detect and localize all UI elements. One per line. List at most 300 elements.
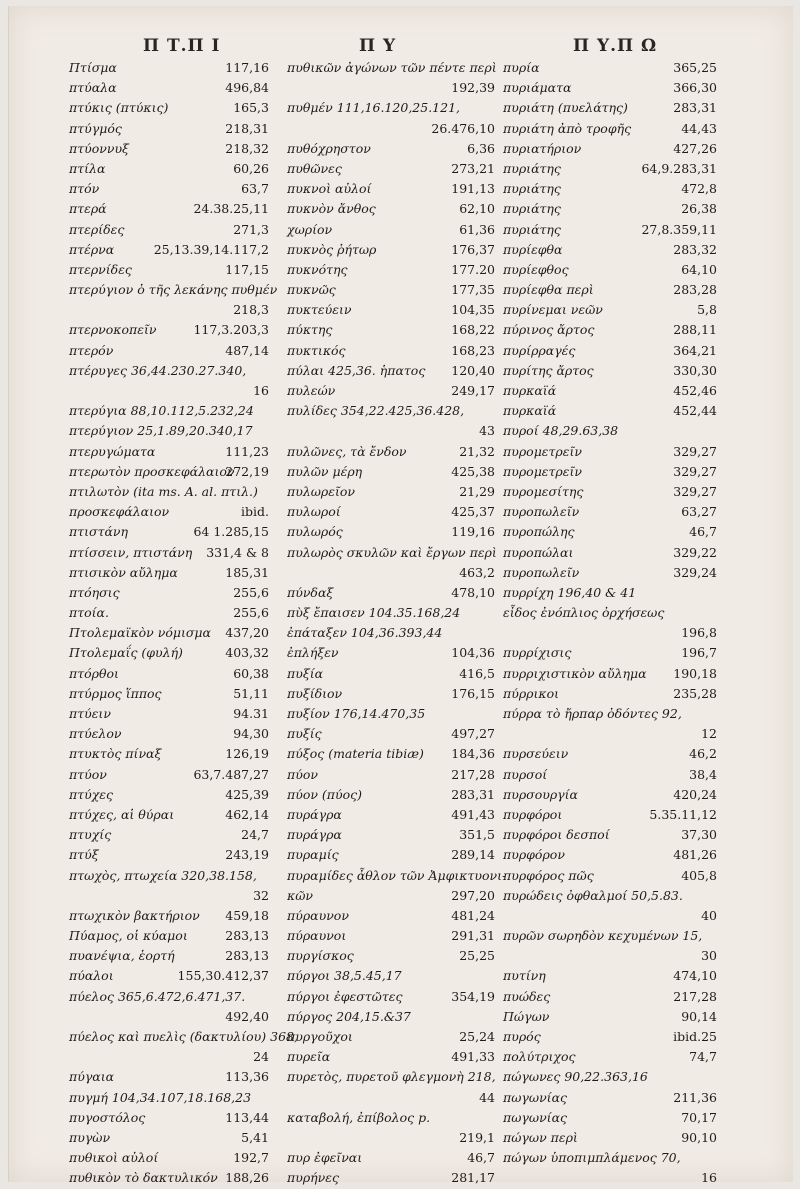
index-reference: 168,22 [451, 322, 495, 338]
index-entry [287, 139, 495, 159]
index-reference: 60,38 [233, 665, 269, 681]
index-term: πυλωροί [287, 504, 341, 520]
index-reference: 351,5 [459, 827, 495, 843]
index-entry [503, 603, 717, 623]
index-entry [287, 603, 495, 623]
index-entry [287, 199, 495, 219]
index-term: πυρομεσίτης [503, 483, 584, 499]
index-term: πυρίεφθα περὶ [503, 282, 594, 298]
index-term: πτύκις (πτύκις) [69, 100, 169, 116]
index-reference: 281,17 [451, 1170, 495, 1186]
index-term: πτέρνα [69, 241, 115, 257]
index-term: πτίσσειν, πτιστάνη [69, 544, 193, 560]
index-reference: 120,40 [451, 362, 495, 378]
index-reference: 255,6 [233, 584, 269, 600]
index-entry [503, 1067, 717, 1087]
index-term: πτισικὸν αὔλημα [69, 564, 178, 580]
index-term: ἐπλήξεν [287, 645, 339, 661]
index-term: πτερά [69, 201, 107, 217]
index-reference: 329,22 [673, 544, 717, 560]
index-reference: 43 [479, 423, 495, 439]
index-entry [503, 946, 717, 966]
index-entry [503, 78, 717, 98]
index-term: πυώδες [503, 988, 551, 1004]
index-term: πυρσεύειν [503, 746, 569, 762]
index-entry [69, 946, 269, 966]
index-reference: 64,10 [681, 261, 717, 277]
index-reference: 196,7 [681, 645, 717, 661]
index-term: πυθῶνες [287, 160, 342, 176]
index-reference: 329,27 [673, 463, 717, 479]
index-entry [287, 1108, 495, 1128]
index-term: πυραμίδες ἆθλον τῶν Ἀμφικτυονι- [287, 867, 507, 883]
index-reference: 70,17 [681, 1109, 717, 1125]
index-entry [69, 603, 269, 623]
index-reference: 40 [701, 907, 717, 923]
index-entry [503, 320, 717, 340]
index-entry [287, 926, 495, 946]
index-term: πώγωνες 90,22.363,16 [503, 1069, 648, 1085]
index-term: πυρφόροι [503, 806, 563, 822]
index-reference: 437,20 [225, 625, 269, 641]
index-reference: 283,31 [673, 100, 717, 116]
index-reference: 74,7 [689, 1049, 717, 1065]
index-reference: 177,35 [451, 282, 495, 298]
index-term: πύελος καὶ πυελὶς (δακτυλίου) 368, [69, 1029, 298, 1044]
index-entry [287, 724, 495, 744]
index-entry [287, 1027, 495, 1047]
index-reference: 478,10 [451, 584, 495, 600]
index-entry [503, 119, 717, 139]
index-entry [69, 724, 269, 744]
index-entry [287, 563, 495, 583]
index-entry [503, 442, 717, 462]
index-term: πτωχικὸν βακτήριον [69, 907, 200, 923]
index-term: πτυχίς [69, 827, 112, 843]
index-term: πυθικῶν ἀγώνων τῶν πέντε περὶ [287, 60, 497, 75]
index-entry [287, 98, 495, 118]
index-reference: 5,8 [697, 302, 717, 318]
index-entry [503, 805, 717, 825]
index-entry [503, 361, 717, 381]
index-term: πτοία. [69, 605, 109, 621]
index-reference: 24,7 [241, 827, 269, 843]
index-term: πτόν [69, 181, 100, 197]
index-term: πύρρικοι [503, 685, 560, 701]
index-reference: 37,30 [681, 827, 717, 843]
index-reference: 44,43 [681, 120, 717, 136]
index-term: πυρρίχη 196,40 & 41 [503, 584, 637, 600]
index-reference: 272,19 [225, 463, 269, 479]
index-term: πυθμέν 111,16.120,25.121, [287, 100, 460, 116]
index-entry [503, 724, 717, 744]
index-reference: 5,41 [241, 1129, 269, 1145]
index-term: πτύγμός [69, 120, 122, 136]
index-entry [69, 643, 269, 663]
index-term: πυράγρα [287, 827, 342, 843]
index-reference: 25,25 [459, 948, 495, 964]
index-term: πτύξ [69, 847, 99, 863]
index-reference: 25,13.39,14.117,2 [153, 241, 269, 257]
index-term: πυρεῖα [287, 1049, 331, 1065]
index-reference: 60,26 [233, 160, 269, 176]
index-term: πυρ ἐφεῖναι [287, 1150, 363, 1166]
index-reference: 46,7 [689, 524, 717, 540]
index-entry [287, 906, 495, 926]
index-term: πυξίς [287, 726, 322, 742]
index-entry [69, 744, 269, 764]
index-reference: 249,17 [451, 383, 495, 398]
index-entry [287, 1148, 495, 1168]
index-reference: 188,26 [225, 1170, 269, 1186]
index-column-1 [69, 58, 298, 1189]
index-entry [69, 341, 269, 361]
index-reference: 354,19 [451, 988, 495, 1004]
index-reference: 176,15 [451, 685, 495, 701]
index-entry [287, 744, 495, 764]
index-term: πυλωρεῖον [287, 483, 356, 499]
index-entry [503, 179, 717, 199]
index-reference: 111,23 [225, 443, 269, 459]
index-entry [287, 361, 495, 381]
index-term: πυανέψια, ἑορτή [69, 948, 175, 964]
index-reference: 63,27 [681, 504, 717, 520]
index-entry [69, 785, 269, 805]
index-entry [69, 320, 269, 340]
index-reference: 192,7 [233, 1150, 269, 1166]
index-entry [69, 704, 269, 724]
index-reference: 364,21 [673, 342, 717, 358]
index-reference: 27,8.359,11 [641, 221, 717, 237]
index-entry [287, 462, 495, 482]
index-term: πτύελον [69, 726, 122, 742]
index-term: πτερίδες [69, 221, 125, 237]
index-entry [69, 401, 269, 421]
index-entry [287, 300, 495, 320]
index-term: πυρώδεις ὀφθαλμοί 50,5.83. [503, 887, 683, 903]
index-entry [503, 1108, 717, 1128]
index-reference: 366,30 [673, 80, 717, 96]
index-entry [287, 119, 495, 139]
index-term: πυριάτης [503, 181, 561, 197]
index-term: πυρφόρος πῶς [503, 867, 594, 883]
index-term: πυρκαϊά [503, 383, 557, 398]
index-term: πυτίνη [503, 968, 546, 984]
index-term: Πτίσμα [69, 60, 117, 75]
index-term: πύραυνοι [287, 928, 347, 944]
index-term: πυρός [503, 1029, 541, 1044]
index-reference: 283,32 [673, 241, 717, 257]
index-entry [69, 805, 269, 825]
index-term: πτερνίδες [69, 261, 132, 277]
index-reference: 481,24 [451, 907, 495, 923]
index-reference: 218,3 [233, 302, 269, 318]
index-entry [69, 926, 269, 946]
index-term: πυγοστόλος [69, 1109, 146, 1125]
index-reference: 104,36 [451, 645, 495, 661]
index-term: πυρομετρεῖν [503, 443, 582, 459]
index-entry [503, 240, 717, 260]
running-header-left: Π Τ.Π Ι [143, 36, 221, 56]
index-column-3 [503, 58, 717, 1189]
index-reference: 12 [701, 726, 717, 742]
index-entry [69, 58, 269, 78]
index-term: πύκτης [287, 322, 333, 338]
index-term: πυργίσκος [287, 948, 354, 964]
index-entry [69, 886, 269, 906]
index-entry [69, 78, 269, 98]
index-reference: 425,39 [225, 786, 269, 802]
index-term: πώγων περὶ [503, 1129, 578, 1145]
index-entry [69, 220, 269, 240]
index-reference: 168,23 [451, 342, 495, 358]
index-entry [503, 765, 717, 785]
index-reference: 405,8 [681, 867, 717, 883]
index-entry [287, 886, 495, 906]
index-term: πύγαια [69, 1069, 115, 1085]
index-term: ἐπάταξεν 104,36.393,44 [287, 625, 443, 641]
index-term: πύραυνον [287, 907, 349, 923]
index-entry [69, 240, 269, 260]
index-entry [503, 159, 717, 179]
index-reference: 462,14 [225, 806, 269, 822]
index-reference: 104,35 [451, 302, 495, 318]
index-reference: 329,27 [673, 443, 717, 459]
index-term: πτύοννυξ [69, 140, 129, 156]
index-term: πυρετὸς, πυρετοῦ φλεγμονὴ 218, [287, 1069, 496, 1085]
index-term: πτέρυγες 36,44.230.27.340, [69, 362, 247, 378]
index-entry [69, 1088, 269, 1108]
index-reference: 90,14 [681, 1008, 717, 1024]
index-entry [287, 664, 495, 684]
index-term: πυριατήριον [503, 140, 582, 156]
index-reference: 26,38 [681, 201, 717, 217]
index-entry [503, 1047, 717, 1067]
index-term: πτωχὸς, πτωχεία 320,38.158, [69, 867, 257, 883]
index-reference: 283,28 [673, 282, 717, 298]
index-entry [503, 825, 717, 845]
index-reference: 283,13 [225, 948, 269, 964]
index-entry [69, 1128, 269, 1148]
index-entry [69, 1168, 269, 1188]
index-term: πυρία [503, 60, 540, 75]
index-term: πυθόχρηστον [287, 140, 371, 156]
index-reference: 219,1 [459, 1129, 495, 1145]
index-term: πυλίδες 354,22.425,36.428, [287, 403, 465, 419]
index-reference: 119,16 [451, 524, 495, 540]
index-term: πτερύγια 88,10.112,5.232,24 [69, 403, 254, 419]
index-entry [287, 240, 495, 260]
index-reference: 113,36 [225, 1069, 269, 1085]
index-reference: 491,33 [451, 1049, 495, 1065]
index-entry [503, 300, 717, 320]
index-term: πτόησις [69, 584, 120, 600]
index-term: πυριάτη ἀπὸ τροφῆς [503, 120, 632, 136]
index-term: πυρφόροι δεσποί [503, 827, 610, 843]
index-term: πυριάτης [503, 201, 561, 217]
index-entry [503, 220, 717, 240]
running-header-right: Π Υ.Π Ω [573, 36, 658, 56]
index-term: πτερόν [69, 342, 114, 358]
index-term: πυρίνεμαι νεῶν [503, 302, 603, 318]
index-entry [287, 381, 495, 401]
index-entry [287, 280, 495, 300]
index-reference: 190,18 [673, 665, 717, 681]
index-term: πτύχες, αἱ θύραι [69, 806, 175, 822]
index-term: πυρκαϊά [503, 403, 557, 419]
index-reference: 26.476,10 [431, 120, 495, 136]
index-entry [69, 159, 269, 179]
index-reference: 427,26 [673, 140, 717, 156]
index-reference: 44 [479, 1089, 495, 1105]
index-entry [69, 1148, 269, 1168]
index-entry [503, 987, 717, 1007]
index-term: κῶν [287, 887, 313, 903]
index-entry [69, 361, 269, 381]
index-term: πυρίρραγές [503, 342, 576, 358]
index-reference: 46,2 [689, 746, 717, 762]
index-entry [69, 583, 269, 603]
index-entry [287, 220, 495, 240]
index-term: προσκεφάλαιον [69, 504, 170, 520]
index-entry [69, 866, 269, 886]
index-term: πυρφόρον [503, 847, 565, 863]
index-reference: 16 [253, 383, 269, 398]
index-term: πτίλα [69, 160, 106, 176]
index-term: πυκνὸν ἄνθος [287, 201, 376, 217]
index-entry [503, 926, 717, 946]
index-term: πτύαλα [69, 80, 117, 96]
index-term: πωγωνίας [503, 1109, 568, 1125]
index-entry [503, 522, 717, 542]
index-reference: 255,6 [233, 605, 269, 621]
index-entry [287, 987, 495, 1007]
index-entry [69, 522, 269, 542]
index-entry [503, 139, 717, 159]
index-entry [287, 845, 495, 865]
index-entry [287, 1088, 495, 1108]
index-reference: 165,3 [233, 100, 269, 116]
index-entry [287, 1067, 495, 1087]
index-entry [69, 966, 269, 986]
index-term: χωρίον [287, 221, 333, 237]
index-term: εἶδος ἐνόπλιος ὀρχήσεως [503, 605, 665, 621]
index-reference: 420,24 [673, 786, 717, 802]
index-entry [287, 643, 495, 663]
index-entry [287, 320, 495, 340]
index-term: πτερύγιον 25,1.89,20.340,17 [69, 423, 253, 439]
index-entry [287, 543, 495, 563]
index-term: πυράγρα [287, 806, 342, 822]
index-entry [69, 765, 269, 785]
index-entry [503, 58, 717, 78]
index-entry [503, 866, 717, 886]
index-reference: 184,36 [451, 746, 495, 762]
index-reference: 155,30.412,37 [177, 968, 269, 984]
index-column-2 [287, 58, 507, 1189]
index-reference: 62,10 [459, 201, 495, 217]
index-entry [503, 1128, 717, 1148]
index-reference: 330,30 [673, 362, 717, 378]
index-reference: 64,9.283,31 [641, 160, 717, 176]
index-entry [503, 1007, 717, 1027]
index-term: πύον [287, 766, 318, 782]
index-reference: 94,30 [233, 726, 269, 742]
index-term: πύελος 365,6.472,6.471,37. [69, 988, 246, 1004]
index-entry [69, 300, 269, 320]
index-reference: 425,38 [451, 463, 495, 479]
index-reference: 177.20 [451, 261, 495, 277]
index-term: πυρήνες [287, 1170, 339, 1186]
index-entry [69, 1047, 269, 1067]
index-entry [287, 825, 495, 845]
index-reference: 329,27 [673, 483, 717, 499]
index-reference: 365,25 [673, 60, 717, 75]
index-entry [503, 643, 717, 663]
index-entry [69, 482, 269, 502]
index-reference: 211,36 [673, 1089, 717, 1105]
index-entry [69, 1027, 298, 1047]
index-term: πύον (πύος) [287, 786, 363, 802]
index-entry [503, 401, 717, 421]
index-term: πυριάτης [503, 160, 561, 176]
index-term: πύργοι ἐφεστῶτες [287, 988, 403, 1004]
index-entry [287, 1007, 495, 1027]
index-term: πυλῶν μέρη [287, 463, 363, 479]
index-term: πυγὼν [69, 1129, 111, 1145]
index-entry [287, 522, 495, 542]
index-term: Πτολεμαΐς (φυλή) [69, 645, 183, 661]
index-term: πυλωρός [287, 524, 343, 540]
index-reference: 218,32 [225, 140, 269, 156]
index-term: πυλῶνες, τὰ ἔνδον [287, 443, 407, 459]
index-reference: 491,43 [451, 806, 495, 822]
index-entry [287, 1128, 495, 1148]
index-entry [69, 825, 269, 845]
index-entry [503, 1088, 717, 1108]
index-term: Πτολεμαϊκὸν νόμισμα [69, 625, 211, 641]
index-reference: 329,24 [673, 564, 717, 580]
index-term: πυλωρὸς σκυλῶν καὶ ἔργων περὶ [287, 544, 497, 560]
index-term: πυθικὸν τὸ δακτυλικόν [69, 1170, 218, 1186]
index-entry [503, 543, 717, 563]
index-entry [287, 179, 495, 199]
index-reference: 481,26 [673, 847, 717, 863]
index-term: πυροί 48,29.63,38 [503, 423, 619, 439]
index-term: πτιλωτὸν (ita ms. A. al. πτιλ.) [69, 483, 258, 499]
index-reference: 459,18 [225, 907, 269, 923]
index-term: πυλεών [287, 383, 336, 398]
index-entry [69, 563, 269, 583]
index-reference: 283,13 [225, 928, 269, 944]
index-entry [69, 906, 269, 926]
index-term: πυροπώλαι [503, 544, 574, 560]
index-reference: 297,20 [451, 887, 495, 903]
index-reference: 126,19 [225, 746, 269, 762]
index-reference: 30 [701, 948, 717, 964]
index-entry [503, 381, 717, 401]
index-entry [503, 785, 717, 805]
index-entry [69, 623, 269, 643]
index-reference: 113,44 [225, 1109, 269, 1125]
index-term: πυρίεφθος [503, 261, 569, 277]
index-entry [69, 98, 269, 118]
index-reference: 196,8 [681, 625, 717, 641]
index-entry [69, 684, 269, 704]
index-entry [287, 341, 495, 361]
index-term: πύξος (materia tibiæ) [287, 746, 424, 762]
index-term: πυκτεύειν [287, 302, 352, 318]
